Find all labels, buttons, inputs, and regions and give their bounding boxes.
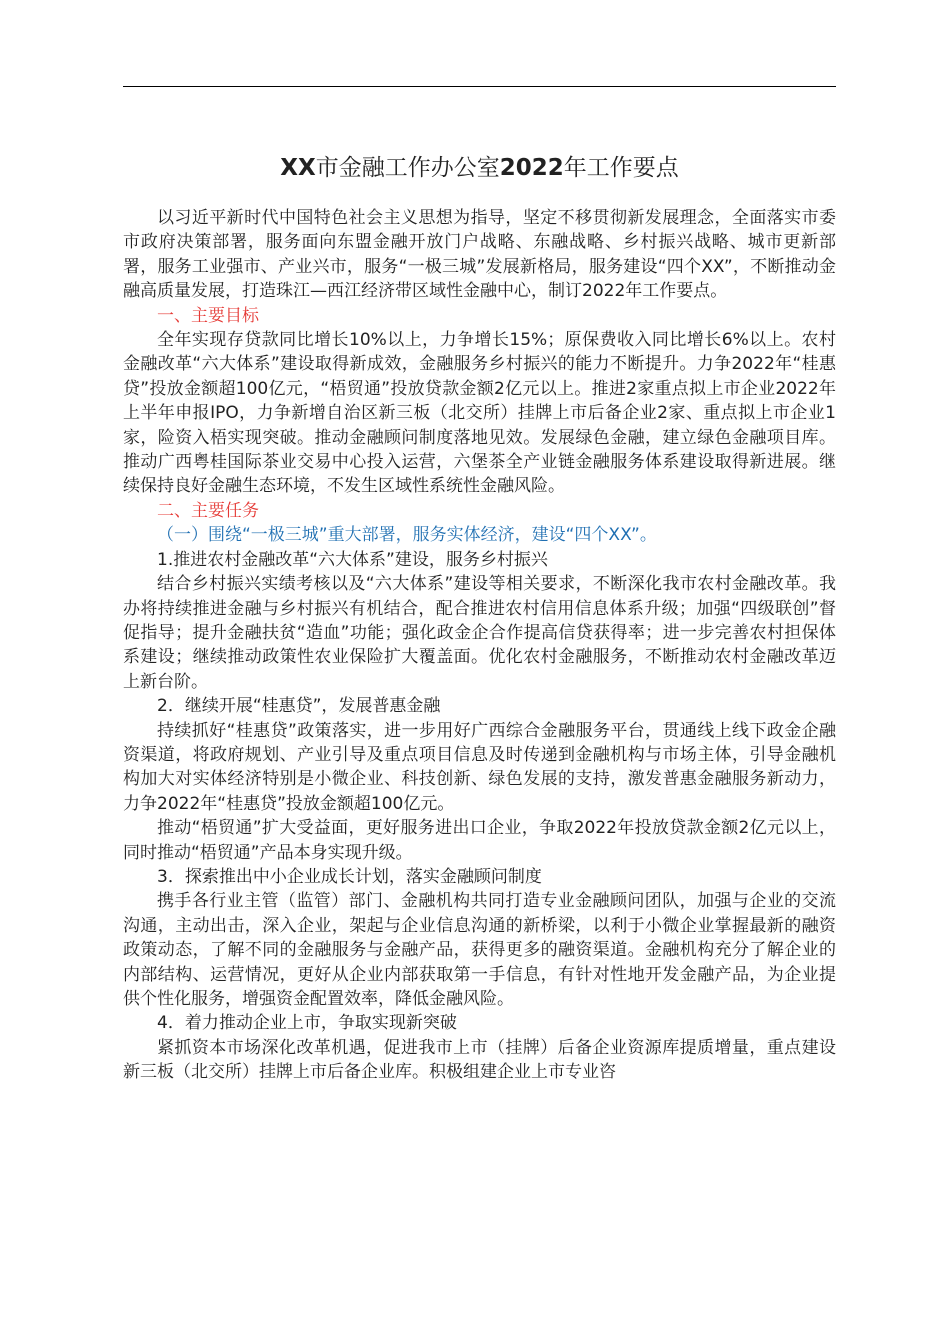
- task-3-heading: 3．探索推出中小企业成长计划，落实金融顾问制度: [157, 866, 542, 887]
- section-heading-goals: 一、主要目标: [157, 305, 259, 326]
- document-body: [123, 206, 836, 1085]
- goals-paragraph: 全年实现存贷款同比增长10%以上，力争增长15%；原保费收入同比增长6%以上。农村金融改革“六大体系”建设取得新成效，金融服务乡村振兴的能力不断提升。力争2022年“桂惠贷”投放金额超100亿元，“梧贸通”投放贷款金额2亿元以上。推进2家重点拟上市企业2022年上半年申报IPO，力争新增自治区新三板（北交所）挂牌上市后备企业2家、重点拟上市企业1家，险资入梧实现突破。推动金融顾问制度落地见效。发展绿色金融，建立绿色金融项目库。推动广西粤桂国际茶业交易中心投入运营，六堡茶全产业链金融服务体系建设取得新进展。继续保持良好金融生态环境，不发生区域性系统性金融风险。: [123, 330, 836, 497]
- header-rule: [123, 86, 836, 87]
- task-1-heading: 1.推进农村金融改革“六大体系”建设，服务乡村振兴: [157, 549, 548, 570]
- task-2-paragraph-2: 推动“梧贸通”扩大受益面，更好服务进出口企业，争取2022年投放贷款金额2亿元以上，同时推动“梧贸通”产品本身实现升级。: [123, 818, 836, 863]
- title-mid2: 年工作要点: [563, 155, 679, 181]
- task-2-paragraph-1: 持续抓好“桂惠贷”政策落实，进一步用好广西综合金融服务平台，贯通线上线下政金企融资渠道，将政府规划、产业引导及重点项目信息及时传递到金融机构与市场主体，引导金融机构加大对实体经济特别是小微企业、科技创新、绿色发展的支持，激发普惠金融服务新动力，力争2022年“桂惠贷”投放金额超100亿元。: [123, 720, 836, 814]
- task-2-heading: 2．继续开展“桂惠贷”，发展普惠金融: [157, 696, 441, 717]
- title-mid1: 市金融工作办公室: [315, 155, 500, 181]
- title-year: 2022: [499, 155, 564, 181]
- intro-paragraph: 以习近平新时代中国特色社会主义思想为指导，坚定不移贯彻新发展理念，全面落实市委市政府决策部署，服务面向东盟金融开放门户战略、东融战略、乡村振兴战略、城市更新部署，服务工业强市、产业兴市，服务“一极三城”发展新格局，服务建设“四个XX”，不断推动金融高质量发展，打造珠江—西江经济带区域性金融中心，制订2022年工作要点。: [123, 208, 836, 302]
- task-1-paragraph: 结合乡村振兴实绩考核以及“六大体系”建设等相关要求，不断深化我市农村金融改革。我办将持续推进金融与乡村振兴有机结合，配合推进农村信用信息体系升级；加强“四级联创”督促指导；提升金融扶贫“造血”功能；强化政金企合作提高信贷获得率；进一步完善农村担保体系建设；继续推动政策性农业保险扩大覆盖面。优化农村金融服务，不断推动农村金融改革迈上新台阶。: [123, 574, 836, 692]
- task-4-heading: 4．着力推动企业上市，争取实现新突破: [157, 1013, 457, 1034]
- document-title: [123, 150, 836, 186]
- title-prefix: XX: [280, 155, 316, 181]
- section-heading-tasks: 二、主要任务: [157, 500, 259, 521]
- task-3-paragraph: 携手各行业主管（监管）部门、金融机构共同打造专业金融顾问团队，加强与企业的交流沟通，主动出击，深入企业，架起与企业信息沟通的新桥梁，以利于小微企业掌握最新的融资政策动态，了解不同的金融服务与金融产品，获得更多的融资渠道。金融机构充分了解企业的内部结构、运营情况，更好从企业内部获取第一手信息，有针对性地开发金融产品，为企业提供个性化服务，增强资金配置效率，降低金融风险。: [123, 891, 836, 1009]
- subsection-heading-1: （一）围绕“一极三城”重大部署，服务实体经济，建设“四个XX”。: [157, 525, 657, 546]
- task-4-paragraph: 紧抓资本市场深化改革机遇，促进我市上市（挂牌）后备企业资源库提质增量，重点建设新三板（北交所）挂牌上市后备企业库。积极组建企业上市专业咨: [123, 1037, 836, 1083]
